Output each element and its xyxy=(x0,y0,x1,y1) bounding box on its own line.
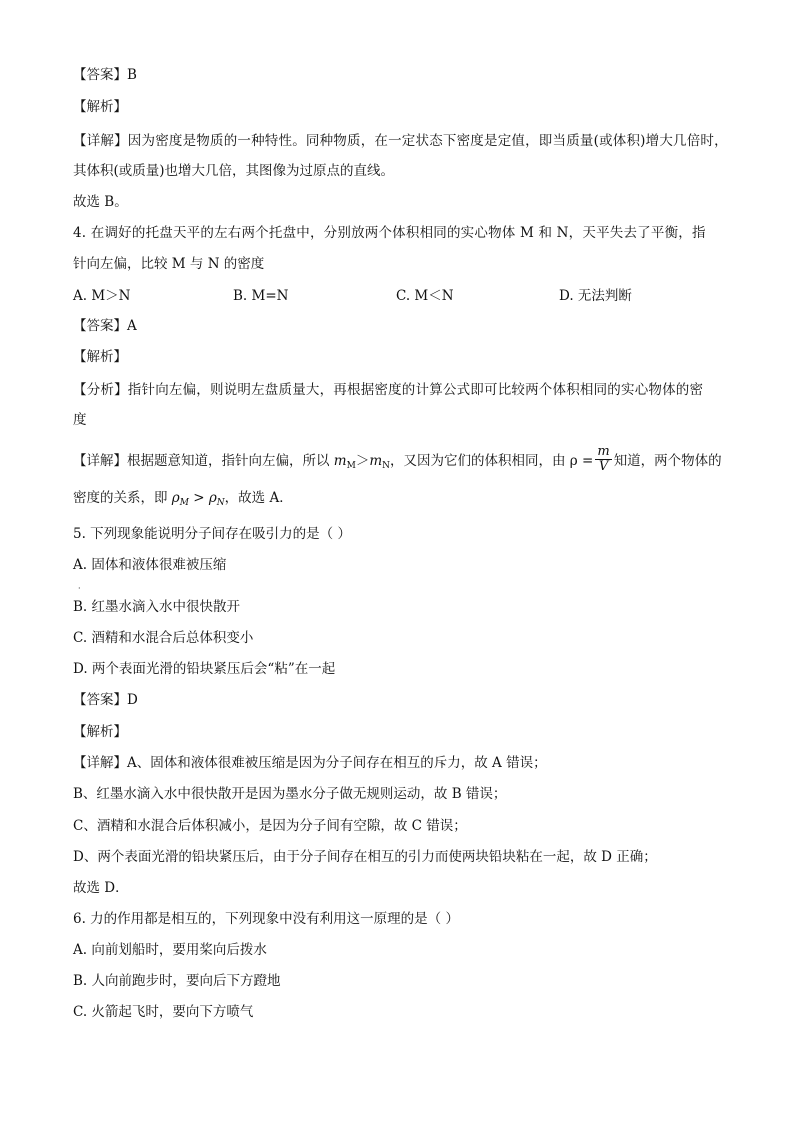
explanation-q4-text-post: 知道，两个物体的 xyxy=(613,453,722,469)
q6-option-a: A. 向前划船时，要用桨向后拨水 xyxy=(73,942,267,958)
subscript-m: M xyxy=(346,461,356,471)
q5-option-b: B. 红墨水滴入水中很快散开 xyxy=(73,599,241,615)
explanation-q4-text-mid: ，又因为它们的体积相同，由 ρ = xyxy=(390,453,594,469)
q4-option-a: A. M＞N xyxy=(73,288,131,304)
analysis-q4-line1: 【分析】指针向左偏，则说明左盘质量大，再根据密度的计算公式即可比较两个体积相同的实心物体的密 xyxy=(73,382,704,398)
mass-symbol-n: m xyxy=(369,453,383,469)
greater-than-sign: ＞ xyxy=(355,453,370,469)
analysis-q4-line2: 度 xyxy=(73,412,87,428)
answer-label-q5: 【答案】D xyxy=(73,692,138,708)
explanation-q4-line2-post: ，故选 A． xyxy=(224,490,293,506)
rho-symbol-m: ρ xyxy=(171,490,180,506)
analysis-label-q5: 【解析】 xyxy=(73,724,127,740)
explanation-q3-line1: 【详解】因为密度是物质的一种特性。同种物质，在一定状态下密度是定值，即当质量(或体积)增大几倍时， xyxy=(73,133,728,149)
rho-subscript-n: N xyxy=(216,498,225,508)
q4-option-c: C. M＜N xyxy=(396,288,454,304)
question-6: 6. 力的作用都是相互的，下列现象中没有利用这一原理的是（ ） xyxy=(73,911,459,927)
explanation-q3-line2: 其体积(或质量)也增大几倍，其图像为过原点的直线。 xyxy=(73,163,395,179)
fraction-numerator: m xyxy=(597,444,610,459)
analysis-label-q3: 【解析】 xyxy=(73,99,127,115)
subscript-n: N xyxy=(382,461,391,471)
rho-subscript-m: M xyxy=(179,498,189,508)
question-4-line2: 针向左偏，比较 M 与 N 的密度 xyxy=(73,256,265,272)
explanation-q4-line2 xyxy=(73,488,293,513)
answer-label-q4: 【答案】A xyxy=(73,318,137,334)
stray-dot-mark: · xyxy=(78,584,81,593)
explanation-q4-text-pre: 【详解】根据题意知道，指针向左偏，所以 xyxy=(73,453,334,469)
q6-option-c: C. 火箭起飞时，要向下方喷气 xyxy=(73,1004,254,1020)
fraction-denominator: V xyxy=(598,459,609,474)
explanation-q5-line2: B、红墨水滴入水中很快散开是因为墨水分子做无规则运动，故 B 错误； xyxy=(73,786,507,802)
q5-option-a: A. 固体和液体很难被压缩 xyxy=(73,557,227,573)
conclusion-q5: 故选 D． xyxy=(73,880,129,896)
q5-option-d: D. 两个表面光滑的铅块紧压后会“粘”在一起 xyxy=(73,661,336,677)
explanation-q4-line1 xyxy=(73,444,722,476)
greater-than-sign-2: > xyxy=(188,490,209,506)
conclusion-q3: 故选 B。 xyxy=(73,194,128,210)
question-5: 5. 下列现象能说明分子间存在吸引力的是（ ） xyxy=(73,526,351,542)
mass-symbol-m: m xyxy=(333,453,347,469)
explanation-q5-line4: D、两个表面光滑的铅块紧压后，由于分子间存在相互的引力而使两块铅块粘在一起，故 D 正确； xyxy=(73,849,657,865)
q4-option-d: D. 无法判断 xyxy=(559,288,632,304)
q5-option-c: C. 酒精和水混合后总体积变小 xyxy=(73,630,254,646)
explanation-q5-line1: 【详解】A、固体和液体很难被压缩是因为分子间存在相互的斥力，故 A 错误； xyxy=(73,755,547,771)
analysis-label-q4: 【解析】 xyxy=(73,349,127,365)
q6-option-b: B. 人向前跑步时，要向后下方蹬地 xyxy=(73,973,281,989)
explanation-q4-line2-pre: 密度的关系，即 xyxy=(73,490,172,506)
explanation-q5-line3: C、酒精和水混合后体积减小，是因为分子间有空隙，故 C 错误； xyxy=(73,818,467,834)
rho-symbol-n: ρ xyxy=(208,490,217,506)
question-4-line1: 4. 在调好的托盘天平的左右两个托盘中，分别放两个体积相同的实心物体 M 和 N，天平失去了平衡，指 xyxy=(73,225,706,241)
q4-option-b: B. M=N xyxy=(233,288,289,304)
density-fraction xyxy=(595,445,611,474)
answer-label-q3: 【答案】B xyxy=(73,67,137,83)
